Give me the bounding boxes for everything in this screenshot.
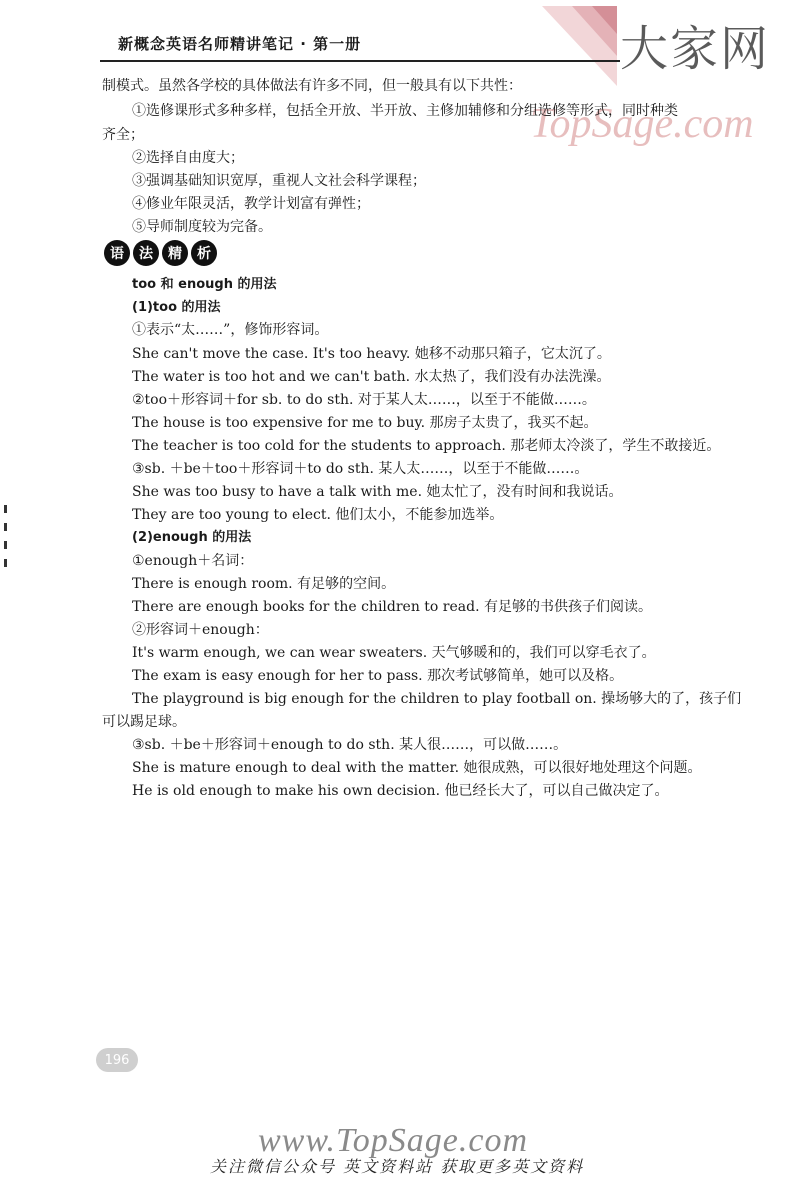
enough-example: He is old enough to make his own decision. 他已经长大了，可以自己做决定了。 <box>132 783 669 799</box>
intro-line-3: 齐全； <box>102 127 144 143</box>
running-header: 新概念英语名师精讲笔记 · 第一册 <box>118 35 362 53</box>
footer-site-watermark: www.TopSage.com <box>258 1122 529 1159</box>
enough-example: There are enough books for the children to read. 有足够的书供孩子们阅读。 <box>132 599 652 615</box>
header-rule <box>100 60 620 62</box>
enough-example: The exam is easy enough for her to pass. 那次考试够简单，她可以及格。 <box>132 668 624 684</box>
badge-char: 语 <box>104 240 130 266</box>
too-example: She can't move the case. It's too heavy. 她移不动那只箱子，它太沉了。 <box>132 346 611 362</box>
too-point-1: ①表示“太……”，修饰形容词。 <box>132 322 329 338</box>
too-example: The teacher is too cold for the students to approach. 那老师太冷淡了，学生不敢接近。 <box>132 438 721 454</box>
too-example: She was too busy to have a talk with me. 她太忙了，没有时间和我说话。 <box>132 484 623 500</box>
enough-example: There is enough room. 有足够的空间。 <box>132 576 396 592</box>
enough-example: It's warm enough, we can wear sweaters. 天气够暖和的，我们可以穿毛衣了。 <box>132 645 656 661</box>
too-example: The house is too expensive for me to buy. 那房子太贵了，我买不起。 <box>132 415 598 431</box>
badge-char: 析 <box>191 240 217 266</box>
enough-point-1: ①enough＋名词： <box>132 553 254 569</box>
too-example: The water is too hot and we can't bath. 水太热了，我们没有办法洗澡。 <box>132 369 611 385</box>
enough-example-cont: 可以踢足球。 <box>102 714 186 730</box>
subsection-too: (1)too 的用法 <box>132 300 221 315</box>
grammar-title: too 和 enough 的用法 <box>132 277 277 292</box>
enough-example: She is mature enough to deal with the matter. 她很成熟，可以很好地处理这个问题。 <box>132 760 702 776</box>
intro-line-1: 制模式。虽然各学校的具体做法有许多不同，但一般具有以下共性： <box>102 78 522 94</box>
enough-point-2: ②形容词＋enough： <box>132 622 269 638</box>
intro-line-4: ②选择自由度大； <box>132 150 244 166</box>
intro-line-5: ③强调基础知识宽厚，重视人文社会科学课程； <box>132 173 426 189</box>
enough-point-3: ③sb. ＋be＋形容词＋enough to do sth. 某人很……，可以做……。 <box>132 737 568 753</box>
watermark-brand-en: TopSage.com <box>530 101 754 147</box>
subsection-enough: (2)enough 的用法 <box>132 530 252 545</box>
intro-line-2: ①选修课形式多种多样，包括全开放、半开放、主修加辅修和分组选修等形式，同时种类 <box>132 103 678 119</box>
page-number: 196 <box>96 1048 138 1072</box>
scan-edge-marks <box>4 505 10 577</box>
badge-char: 精 <box>162 240 188 266</box>
section-badge <box>104 240 217 266</box>
too-point-2: ②too＋形容词＋for sb. to do sth. 对于某人太……，以至于不能做……。 <box>132 392 596 408</box>
intro-line-6: ④修业年限灵活，教学计划富有弹性； <box>132 196 370 212</box>
too-point-3: ③sb. ＋be＋too＋形容词＋to do sth. 某人太……，以至于不能做……。 <box>132 461 589 477</box>
badge-char: 法 <box>133 240 159 266</box>
too-example: They are too young to elect. 他们太小，不能参加选举。 <box>132 507 504 523</box>
watermark-brand-cn: 大家网 <box>620 21 771 77</box>
intro-line-7: ⑤导师制度较为完备。 <box>132 219 272 235</box>
enough-example: The playground is big enough for the children to play football on. 操场够大的了，孩子们 <box>132 691 742 707</box>
footer-note: 关注微信公众号 英文资料站 获取更多英文资料 <box>210 1157 585 1176</box>
